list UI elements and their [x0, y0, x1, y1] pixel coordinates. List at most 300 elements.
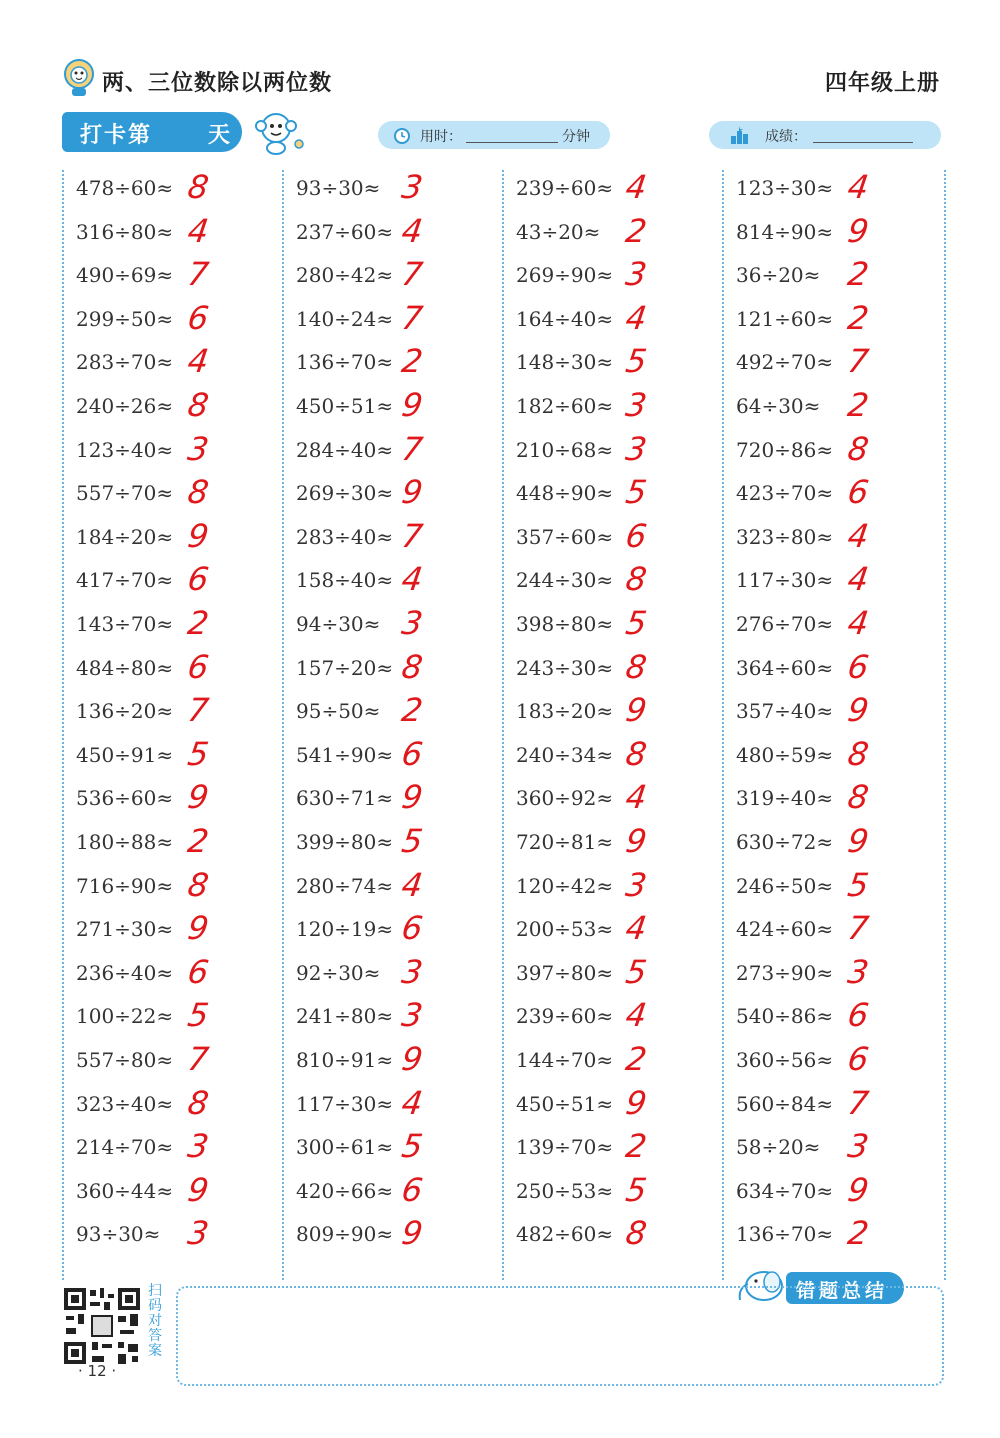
problem-expression: 180÷88≈: [76, 830, 174, 854]
handwritten-answer[interactable]: 8: [185, 1083, 212, 1122]
problem-row: [736, 170, 941, 214]
handwritten-answer[interactable]: 7: [185, 1040, 212, 1078]
problem-expression: 484÷80≈: [76, 655, 174, 680]
worksheet-title: 两、三位数除以两位数: [102, 71, 333, 96]
problem-expression: 360÷56≈: [736, 1048, 834, 1072]
problem-expression: 634÷70≈: [736, 1178, 834, 1203]
problem-row: [736, 388, 941, 432]
problem-row: [76, 211, 281, 258]
handwritten-answer[interactable]: 5: [185, 996, 212, 1035]
problem-expression: 557÷70≈: [76, 481, 174, 506]
problem-expression: 492÷70≈: [736, 350, 834, 375]
score-label: 成绩：: [765, 129, 807, 145]
handwritten-answer[interactable]: 8: [845, 429, 872, 468]
problem-row: [736, 344, 941, 388]
problem-row: [736, 780, 941, 824]
handwritten-answer[interactable]: 3: [845, 1127, 872, 1166]
problem-expression: 240÷26≈: [76, 394, 174, 418]
problem-row: [516, 998, 721, 1042]
handwritten-answer[interactable]: 6: [185, 952, 212, 991]
problem-row: [516, 1170, 721, 1217]
problem-row: [76, 516, 281, 563]
handwritten-answer[interactable]: 5: [623, 604, 650, 642]
problem-expression: 716÷90≈: [76, 873, 174, 898]
problem-column-1: [62, 170, 284, 1280]
problem-row: [296, 344, 501, 388]
problem-grid: [62, 170, 942, 1280]
problem-expression: 143÷70≈: [76, 612, 174, 636]
problem-row: [516, 780, 721, 824]
handwritten-answer[interactable]: 6: [185, 647, 212, 686]
handwritten-answer[interactable]: 8: [845, 778, 872, 817]
problem-expression: 283÷40≈: [296, 524, 394, 549]
problem-expression: 239÷60≈: [516, 1004, 614, 1029]
handwritten-answer[interactable]: 9: [399, 1214, 426, 1253]
problem-expression: 630÷72≈: [736, 830, 834, 854]
problem-expression: 123÷30≈: [736, 176, 834, 200]
problem-expression: 280÷42≈: [296, 263, 394, 288]
handwritten-answer[interactable]: 8: [623, 1214, 650, 1253]
handwritten-answer[interactable]: 7: [845, 909, 872, 948]
problem-row: [296, 516, 501, 563]
problem-row: [516, 952, 721, 999]
problem-expression: 540÷86≈: [736, 1004, 834, 1029]
problem-expression: 93÷30≈: [296, 176, 381, 200]
handwritten-answer[interactable]: 5: [623, 952, 650, 991]
handwritten-answer[interactable]: 9: [623, 1083, 650, 1122]
handwritten-answer[interactable]: 8: [185, 386, 212, 424]
problem-expression: 121÷60≈: [736, 306, 834, 331]
problem-row: [76, 562, 281, 606]
problem-expression: 123÷40≈: [76, 437, 174, 462]
problem-row: [516, 734, 721, 781]
handwritten-answer[interactable]: 3: [845, 952, 872, 991]
problem-row: [296, 865, 501, 912]
problem-row: [76, 388, 281, 432]
problem-row: [516, 1042, 721, 1086]
time-unit: 分钟: [562, 129, 590, 145]
problem-expression: 399÷80≈: [296, 830, 394, 854]
problem-row: [736, 211, 941, 258]
problem-row: [76, 647, 281, 694]
problem-row: [296, 1129, 501, 1173]
handwritten-answer[interactable]: 6: [399, 909, 426, 948]
score-field: [709, 121, 941, 149]
problem-expression: 239÷60≈: [516, 176, 614, 200]
problem-row: [296, 824, 501, 868]
checkin-label: 打卡第: [80, 123, 153, 148]
problem-expression: 158÷40≈: [296, 568, 394, 593]
handwritten-answer[interactable]: 2: [845, 298, 872, 337]
problem-expression: 136÷70≈: [296, 350, 394, 375]
handwritten-answer[interactable]: 2: [185, 822, 212, 860]
handwritten-answer[interactable]: 4: [185, 342, 212, 381]
problem-row: [516, 562, 721, 606]
handwritten-answer[interactable]: 5: [623, 473, 650, 512]
lion-logo-icon: [62, 58, 96, 98]
handwritten-answer[interactable]: 6: [845, 647, 872, 686]
problem-row: [296, 257, 501, 301]
problem-expression: 300÷61≈: [296, 1135, 394, 1160]
handwritten-answer[interactable]: 2: [845, 255, 872, 294]
handwritten-answer[interactable]: 6: [185, 298, 212, 337]
handwritten-answer[interactable]: 8: [623, 734, 650, 773]
problem-expression: 43÷20≈: [516, 219, 601, 244]
handwritten-answer[interactable]: 6: [845, 473, 872, 512]
handwritten-answer[interactable]: 8: [845, 734, 872, 773]
handwritten-answer[interactable]: 8: [623, 560, 650, 599]
problem-row: [76, 1170, 281, 1217]
handwritten-answer[interactable]: 6: [399, 1170, 426, 1209]
problem-row: [736, 1216, 941, 1260]
problem-expression: 236÷40≈: [76, 960, 174, 985]
handwritten-answer[interactable]: 3: [623, 429, 650, 468]
handwritten-answer[interactable]: 9: [399, 473, 426, 512]
problem-expression: 136÷20≈: [76, 699, 174, 724]
problem-row: [296, 170, 501, 214]
problem-row: [736, 1042, 941, 1086]
problem-expression: 357÷60≈: [516, 524, 614, 549]
problem-row: [516, 257, 721, 301]
problem-row: [516, 344, 721, 388]
problem-row: [736, 998, 941, 1042]
problem-row: [76, 344, 281, 388]
handwritten-answer[interactable]: 2: [399, 691, 426, 730]
handwritten-answer[interactable]: 4: [399, 560, 426, 599]
handwritten-answer[interactable]: 3: [399, 604, 426, 642]
handwritten-answer[interactable]: 6: [399, 734, 426, 773]
handwritten-answer[interactable]: 9: [399, 778, 426, 817]
handwritten-answer[interactable]: 2: [845, 1214, 872, 1253]
problem-row: [736, 429, 941, 476]
problem-expression: 448÷90≈: [516, 481, 614, 506]
handwritten-answer[interactable]: 2: [845, 386, 872, 424]
handwritten-answer[interactable]: 4: [399, 865, 426, 904]
handwritten-answer[interactable]: 8: [185, 168, 212, 206]
problem-expression: 144÷70≈: [516, 1048, 614, 1072]
problem-expression: 269÷30≈: [296, 481, 394, 506]
handwritten-answer[interactable]: 3: [185, 429, 212, 468]
problem-row: [76, 693, 281, 737]
problem-expression: 560÷84≈: [736, 1091, 834, 1116]
problem-expression: 283÷70≈: [76, 350, 174, 375]
handwritten-answer[interactable]: 9: [185, 909, 212, 948]
problem-row: [296, 780, 501, 824]
problem-row: [296, 562, 501, 606]
grade-label: 四年级上册: [824, 71, 940, 96]
problem-row: [736, 952, 941, 999]
handwritten-answer[interactable]: 7: [845, 1083, 872, 1122]
problem-expression: 269÷90≈: [516, 263, 614, 288]
handwritten-answer[interactable]: 4: [399, 211, 426, 250]
problem-row: [76, 824, 281, 868]
problem-row: [516, 865, 721, 912]
problem-expression: 814÷90≈: [736, 219, 834, 244]
problem-expression: 480÷59≈: [736, 742, 834, 767]
problem-row: [736, 911, 941, 955]
handwritten-answer[interactable]: 5: [399, 822, 426, 860]
problem-expression: 36÷20≈: [736, 263, 821, 288]
problem-row: [76, 475, 281, 519]
page-number: · 12 ·: [78, 1362, 117, 1380]
problem-row: [516, 170, 721, 214]
time-blank[interactable]: [466, 142, 558, 143]
handwritten-answer[interactable]: 7: [845, 342, 872, 381]
handwritten-answer[interactable]: 4: [845, 168, 872, 206]
handwritten-answer[interactable]: 3: [399, 168, 426, 206]
problem-expression: 148÷30≈: [516, 350, 614, 375]
problem-row: [516, 1216, 721, 1260]
handwritten-answer[interactable]: 4: [623, 298, 650, 337]
problem-expression: 273÷90≈: [736, 960, 834, 985]
problem-expression: 450÷51≈: [516, 1091, 614, 1116]
problem-row: [516, 388, 721, 432]
handwritten-answer[interactable]: 6: [185, 560, 212, 599]
problem-row: [516, 647, 721, 694]
problem-row: [516, 475, 721, 519]
problem-expression: 93÷30≈: [76, 1222, 161, 1247]
podium-icon: [729, 124, 751, 146]
handwritten-answer[interactable]: 6: [623, 516, 650, 555]
handwritten-answer[interactable]: 5: [185, 734, 212, 773]
problem-expression: 417÷70≈: [76, 568, 174, 593]
handwritten-answer[interactable]: 2: [623, 211, 650, 250]
handwritten-answer[interactable]: 9: [185, 778, 212, 817]
handwritten-answer[interactable]: 9: [185, 1170, 212, 1209]
problem-row: [296, 998, 501, 1042]
problem-expression: 299÷50≈: [76, 306, 174, 331]
clock-icon: [392, 125, 412, 145]
handwritten-answer[interactable]: 7: [185, 691, 212, 730]
problem-row: [736, 475, 941, 519]
handwritten-answer[interactable]: 2: [623, 1127, 650, 1166]
problem-expression: 92÷30≈: [296, 960, 381, 985]
problem-row: [736, 562, 941, 606]
qr-code-icon[interactable]: [62, 1286, 142, 1366]
problem-expression: 184÷20≈: [76, 524, 174, 549]
problem-row: [76, 1216, 281, 1260]
problem-expression: 120÷19≈: [296, 917, 394, 942]
problem-expression: 541÷90≈: [296, 742, 394, 767]
handwritten-answer[interactable]: 3: [623, 255, 650, 294]
problem-expression: 250÷53≈: [516, 1178, 614, 1203]
problem-row: [516, 429, 721, 476]
handwritten-answer[interactable]: 8: [623, 647, 650, 686]
problem-expression: 809÷90≈: [296, 1222, 394, 1247]
mistake-summary-label: 错题总结: [796, 1280, 889, 1302]
problem-expression: 100÷22≈: [76, 1004, 174, 1029]
problem-row: [76, 952, 281, 999]
handwritten-answer[interactable]: 2: [399, 342, 426, 381]
problem-row: [736, 693, 941, 737]
problem-expression: 58÷20≈: [736, 1135, 821, 1160]
problem-expression: 136÷70≈: [736, 1222, 834, 1247]
problem-row: [736, 734, 941, 781]
handwritten-answer[interactable]: 3: [399, 996, 426, 1035]
problem-expression: 284÷40≈: [296, 437, 394, 462]
problem-expression: 240÷34≈: [516, 742, 614, 767]
handwritten-answer[interactable]: 4: [623, 168, 650, 206]
problem-row: [516, 911, 721, 955]
problem-column-4: [722, 170, 946, 1280]
handwritten-answer[interactable]: 4: [845, 604, 872, 642]
problem-expression: 316÷80≈: [76, 219, 174, 244]
handwritten-answer[interactable]: 7: [399, 429, 426, 468]
checkin-banner: [62, 112, 242, 152]
problem-row: [76, 1042, 281, 1086]
problem-expression: 357÷40≈: [736, 699, 834, 724]
problem-expression: 397÷80≈: [516, 960, 614, 985]
problem-row: [76, 780, 281, 824]
problem-row: [76, 257, 281, 301]
handwritten-answer[interactable]: 9: [623, 691, 650, 730]
problem-expression: 117÷30≈: [296, 1091, 394, 1116]
problem-column-2: [282, 170, 504, 1280]
handwritten-answer[interactable]: 9: [845, 1170, 872, 1209]
handwritten-answer[interactable]: 9: [845, 822, 872, 860]
problem-expression: 182÷60≈: [516, 394, 614, 418]
problem-expression: 120÷42≈: [516, 873, 614, 898]
problem-row: [296, 1170, 501, 1217]
problem-expression: 243÷30≈: [516, 655, 614, 680]
handwritten-answer[interactable]: 4: [399, 1083, 426, 1122]
problem-expression: 450÷91≈: [76, 742, 174, 767]
handwritten-answer[interactable]: 2: [185, 604, 212, 642]
handwritten-answer[interactable]: 7: [399, 298, 426, 337]
handwritten-answer[interactable]: 3: [399, 952, 426, 991]
problem-expression: 214÷70≈: [76, 1135, 174, 1160]
handwritten-answer[interactable]: 2: [623, 1040, 650, 1078]
problem-expression: 720÷86≈: [736, 437, 834, 462]
mistake-summary-box[interactable]: [176, 1286, 944, 1386]
problem-row: [296, 1083, 501, 1130]
problem-row: [516, 606, 721, 650]
problem-row: [516, 1083, 721, 1130]
problem-expression: 490÷69≈: [76, 263, 174, 288]
handwritten-answer[interactable]: 5: [623, 342, 650, 381]
handwritten-answer[interactable]: 8: [399, 647, 426, 686]
handwritten-answer[interactable]: 5: [399, 1127, 426, 1166]
problem-row: [76, 998, 281, 1042]
handwritten-answer[interactable]: 4: [845, 516, 872, 555]
handwritten-answer[interactable]: 8: [185, 865, 212, 904]
monkey-mascot-icon: [252, 108, 308, 156]
handwritten-answer[interactable]: 9: [623, 822, 650, 860]
problem-expression: 323÷80≈: [736, 524, 834, 549]
problem-expression: 241÷80≈: [296, 1004, 394, 1029]
handwritten-answer[interactable]: 9: [399, 386, 426, 424]
checkin-unit: 天: [208, 123, 231, 148]
handwritten-answer[interactable]: 7: [185, 255, 212, 294]
problem-expression: 720÷81≈: [516, 830, 614, 854]
handwritten-answer[interactable]: 5: [845, 865, 872, 904]
problem-row: [76, 1129, 281, 1173]
problem-row: [76, 429, 281, 476]
problem-row: [516, 516, 721, 563]
handwritten-answer[interactable]: 5: [623, 1170, 650, 1209]
handwritten-answer[interactable]: 8: [185, 473, 212, 512]
handwritten-answer[interactable]: 4: [185, 211, 212, 250]
problem-row: [76, 865, 281, 912]
problem-expression: 364÷60≈: [736, 655, 834, 680]
problem-row: [296, 952, 501, 999]
problem-row: [296, 1216, 501, 1260]
problem-expression: 183÷20≈: [516, 699, 614, 724]
handwritten-answer[interactable]: 9: [399, 1040, 426, 1078]
problem-row: [76, 1083, 281, 1130]
handwritten-answer[interactable]: 7: [399, 255, 426, 294]
problem-expression: 164÷40≈: [516, 306, 614, 331]
problem-row: [516, 693, 721, 737]
problem-expression: 450÷51≈: [296, 394, 394, 418]
handwritten-answer[interactable]: 3: [185, 1127, 212, 1166]
handwritten-answer[interactable]: 9: [845, 211, 872, 250]
problem-row: [736, 865, 941, 912]
problem-row: [736, 647, 941, 694]
problem-expression: 244÷30≈: [516, 568, 614, 593]
problem-row: [296, 647, 501, 694]
problem-expression: 360÷44≈: [76, 1178, 174, 1203]
problem-expression: 536÷60≈: [76, 786, 174, 811]
handwritten-answer[interactable]: 6: [845, 996, 872, 1035]
handwritten-answer[interactable]: 4: [623, 778, 650, 817]
problem-expression: 200÷53≈: [516, 917, 614, 942]
handwritten-answer[interactable]: 3: [623, 386, 650, 424]
page-header: [62, 52, 942, 102]
problem-expression: 237÷60≈: [296, 219, 394, 244]
problem-expression: 810÷91≈: [296, 1048, 394, 1072]
problem-row: [296, 734, 501, 781]
problem-row: [736, 1129, 941, 1173]
problem-expression: 482÷60≈: [516, 1222, 614, 1247]
handwritten-answer[interactable]: 7: [399, 516, 426, 555]
problem-row: [76, 606, 281, 650]
problem-expression: 280÷74≈: [296, 873, 394, 898]
problem-expression: 140÷24≈: [296, 306, 394, 331]
problem-row: [296, 475, 501, 519]
problem-row: [296, 606, 501, 650]
problem-expression: 95÷50≈: [296, 699, 381, 724]
problem-row: [516, 1129, 721, 1173]
problem-row: [296, 211, 501, 258]
problem-expression: 139÷70≈: [516, 1135, 614, 1160]
handwritten-answer[interactable]: 4: [845, 560, 872, 599]
problem-row: [736, 257, 941, 301]
problem-expression: 423÷70≈: [736, 481, 834, 506]
problem-expression: 94÷30≈: [296, 612, 381, 636]
handwritten-answer[interactable]: 6: [845, 1040, 872, 1078]
problem-row: [516, 298, 721, 345]
problem-row: [736, 1170, 941, 1217]
problem-expression: 420÷66≈: [296, 1178, 394, 1203]
problem-row: [736, 824, 941, 868]
problem-row: [76, 911, 281, 955]
problem-expression: 398÷80≈: [516, 612, 614, 636]
handwritten-answer[interactable]: 4: [623, 909, 650, 948]
score-blank[interactable]: [813, 142, 913, 143]
handwritten-answer[interactable]: 9: [845, 691, 872, 730]
handwritten-answer[interactable]: 9: [185, 516, 212, 555]
problem-row: [736, 606, 941, 650]
problem-expression: 210÷68≈: [516, 437, 614, 462]
handwritten-answer[interactable]: 3: [623, 865, 650, 904]
handwritten-answer[interactable]: 3: [185, 1214, 212, 1253]
problem-expression: 319÷40≈: [736, 786, 834, 811]
problem-expression: 478÷60≈: [76, 176, 174, 200]
time-field: [378, 121, 610, 149]
qr-caption: 扫码对答案: [148, 1283, 162, 1359]
handwritten-answer[interactable]: 4: [623, 996, 650, 1035]
